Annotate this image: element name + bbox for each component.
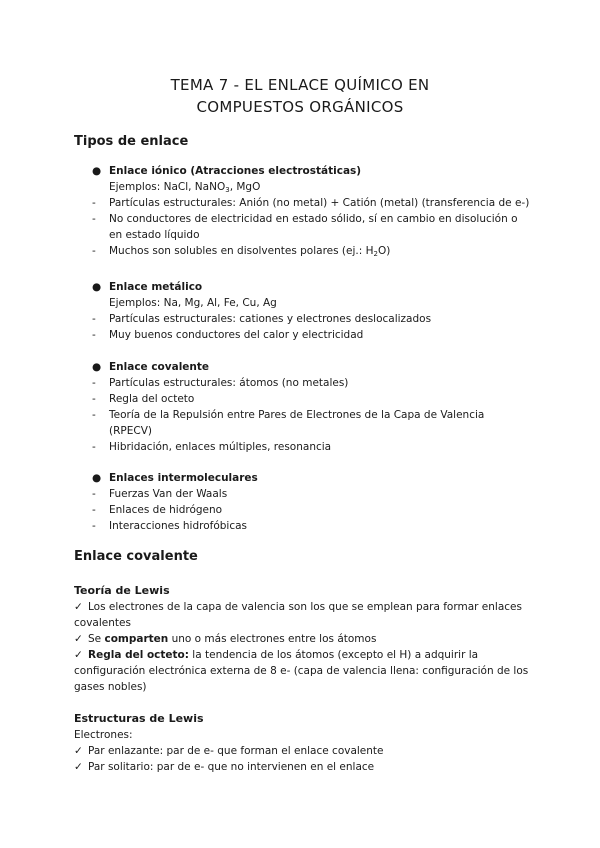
dash-icon: -: [92, 488, 96, 500]
bullet-icon: ●: [92, 165, 102, 177]
dash-icon: -: [92, 520, 96, 532]
dash-icon: -: [92, 329, 96, 341]
check-item: ✓ Se comparten uno o más electrones entre los átomos: [74, 633, 377, 645]
check-icon: ✓: [74, 601, 83, 613]
bullet-title: Enlaces intermoleculares: [109, 472, 258, 484]
list-item-continued: (RPECV): [109, 425, 152, 437]
subheading-estructuras-lewis: Estructuras de Lewis: [74, 712, 204, 725]
bullet-icon: ●: [92, 361, 102, 373]
dash-icon: -: [92, 504, 96, 516]
check-item-continued: configuración electrónica externa de 8 e- (capa de valencia llena: configuración de los: [74, 665, 529, 677]
dash-icon: -: [92, 313, 96, 325]
section-heading-enlace-covalente: Enlace covalente: [74, 549, 198, 564]
list-item: Regla del octeto: [109, 393, 195, 405]
subheading-teoria-lewis: Teoría de Lewis: [74, 584, 170, 597]
document-title: [0, 74, 600, 118]
list-item: Fuerzas Van der Waals: [109, 488, 228, 500]
dash-icon: -: [92, 441, 96, 453]
dash-icon: -: [92, 213, 96, 225]
bullet-icon: ●: [92, 472, 102, 484]
bullet-icon: ●: [92, 281, 102, 293]
bullet-title: Enlace metálico: [109, 281, 203, 293]
list-item: Enlaces de hidrógeno: [109, 504, 223, 516]
dash-icon: -: [92, 393, 96, 405]
check-item-continued: gases nobles): [74, 681, 147, 693]
check-icon: ✓: [74, 761, 83, 773]
check-icon: ✓: [74, 649, 83, 661]
bullet-title: Enlace iónico (Atracciones electrostáticas): [109, 165, 362, 177]
list-item: Muchos son solubles en disolventes polares (ej.: $H_2O$): [109, 245, 391, 258]
dash-icon: -: [92, 409, 96, 421]
list-item: No conductores de electricidad en estado sólido, sí en cambio en disolución o: [109, 213, 518, 225]
title-line-2: COMPUESTOS ORGÁNICOS: [196, 98, 404, 116]
dash-icon: -: [92, 245, 96, 257]
check-item: ✓ Regla del octeto: la tendencia de los átomos (excepto el H) a adquirir la: [74, 649, 479, 661]
list-item: Partículas estructurales: Anión (no metal) + Catión (metal) (transferencia de e-): [109, 197, 530, 209]
list-item: Muy buenos conductores del calor y electricidad: [109, 329, 364, 341]
check-item-continued: covalentes: [74, 617, 131, 629]
title-line-1: TEMA 7 - EL ENLACE QUÍMICO EN: [170, 76, 430, 94]
check-item: ✓ Par solitario: par de e- que no intervienen en el enlace: [74, 761, 375, 773]
list-item-continued: en estado líquido: [109, 229, 200, 241]
list-item: Partículas estructurales: cationes y electrones deslocalizados: [109, 313, 432, 325]
electrones-label: Electrones:: [74, 729, 133, 741]
dash-icon: -: [92, 377, 96, 389]
check-icon: ✓: [74, 745, 83, 757]
check-item: ✓ Los electrones de la capa de valencia son los que se emplean para formar enlaces: [74, 601, 522, 613]
list-item: Partículas estructurales: átomos (no metales): [109, 377, 349, 389]
examples-line: Ejemplos: Na, Mg, Al, Fe, Cu, Ag: [109, 297, 277, 309]
section-heading-tipos: Tipos de enlace: [74, 134, 189, 149]
bullet-title: Enlace covalente: [109, 361, 210, 373]
check-icon: ✓: [74, 633, 83, 645]
check-item: ✓ Par enlazante: par de e- que forman el enlace covalente: [74, 745, 384, 757]
list-item: Interacciones hidrofóbicas: [109, 520, 248, 532]
examples-line: Ejemplos: NaCl, NaNO$_3$, MgO: [109, 181, 261, 194]
list-item: Hibridación, enlaces múltiples, resonancia: [109, 441, 332, 453]
list-item: Teoría de la Repulsión entre Pares de Electrones de la Capa de Valencia: [109, 409, 485, 421]
dash-icon: -: [92, 197, 96, 209]
